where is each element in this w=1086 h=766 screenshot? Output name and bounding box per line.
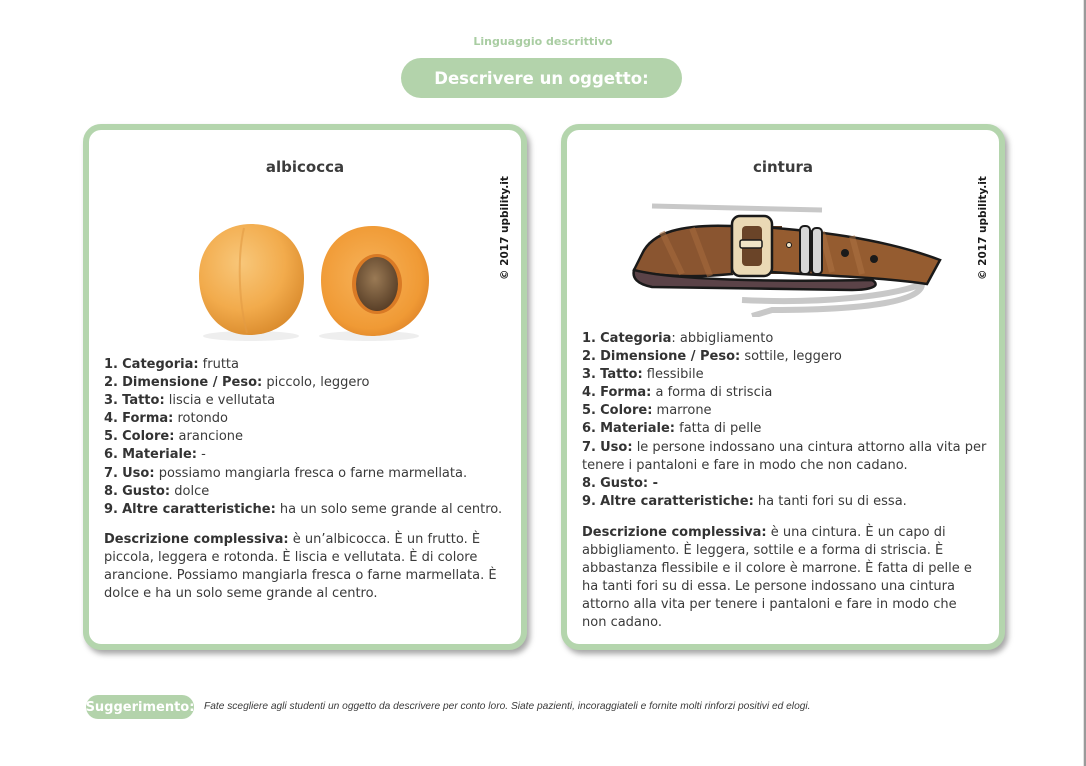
description-label: Descrizione complessiva:	[104, 532, 289, 547]
description-label: Descrizione complessiva:	[582, 525, 767, 540]
overall-description	[104, 531, 504, 603]
hint-text: Fate scegliere agli studenti un oggetto da descrivere per conto loro. Siate pazienti, incoraggiateli e fornite molti rinforzi positivi ed elogi.	[204, 701, 811, 712]
worksheet-title	[401, 58, 682, 98]
hint-label-badge	[86, 695, 194, 719]
property-row: 4. Forma: rotondo	[104, 411, 228, 427]
properties-list	[104, 356, 509, 519]
worksheet-subtitle: Linguaggio descrittivo	[473, 35, 613, 48]
belt-image	[622, 192, 952, 317]
property-row: 5. Colore: arancione	[104, 429, 244, 445]
description-text: è una cintura. È un capo di abbigliamento. È leggera, sottile e a forma di striscia. È abbastanza flessibile e il colore è marrone. È fatta di pelle e ha tanti fori su di essa. Le persone indossano una cintura attorno alla vita per tenere i pantaloni e fare in modo che non cadano.	[582, 525, 972, 631]
properties-list	[582, 330, 987, 511]
card-albicocca	[83, 124, 527, 650]
property-row: 9. Altre caratteristiche: ha tanti fori su di essa.	[582, 493, 907, 509]
property-row: 9. Altre caratteristiche: ha un solo seme grande al centro.	[104, 501, 503, 517]
property-row: 6. Materiale: -	[104, 447, 206, 463]
property-row: 6. Materiale: fatta di pelle	[582, 421, 762, 437]
overall-description	[582, 524, 982, 633]
property-row: 7. Uso: possiamo mangiarla fresca o farne marmellata.	[104, 465, 468, 481]
property-row: 3. Tatto: flessibile	[582, 367, 704, 383]
property-row: 1. Categoria: frutta	[104, 357, 240, 372]
card-title: albicocca	[265, 158, 345, 176]
worksheet-title-text: Descrivere un oggetto:	[434, 68, 649, 88]
property-row: 4. Forma: a forma di striscia	[582, 385, 773, 401]
property-row: 8. Gusto: dolce	[104, 483, 210, 499]
property-row: 5. Colore: marrone	[582, 403, 712, 419]
apricot-image	[189, 218, 439, 343]
hint-label: Suggerimento:	[85, 699, 195, 715]
property-row: 3. Tatto: liscia e vellutata	[104, 393, 276, 409]
property-row: 2. Dimensione / Peso: sottile, leggero	[582, 349, 842, 365]
property-row: 1. Categoria: abbigliamento	[582, 331, 774, 346]
property-row: 8. Gusto: -	[582, 475, 659, 491]
card-cintura	[561, 124, 1005, 650]
copyright-notice: © 2017 upbility.it	[977, 176, 989, 280]
property-row: 7. Uso: le persone indossano una cintura attorno alla vita per tenere i pantaloni e fare in modo che non cadano.	[582, 439, 987, 473]
description-text: è un’albicocca. È un frutto. È piccola, leggera e rotonda. È liscia e vellutata. È di colore arancione. Possiamo mangiarla fresca o farne marmellata. È dolce e ha un solo seme grande al centro.	[104, 532, 497, 602]
copyright-notice: © 2017 upbility.it	[499, 176, 511, 280]
property-row: 2. Dimensione / Peso: piccolo, leggero	[104, 375, 370, 391]
card-title: cintura	[752, 158, 814, 176]
